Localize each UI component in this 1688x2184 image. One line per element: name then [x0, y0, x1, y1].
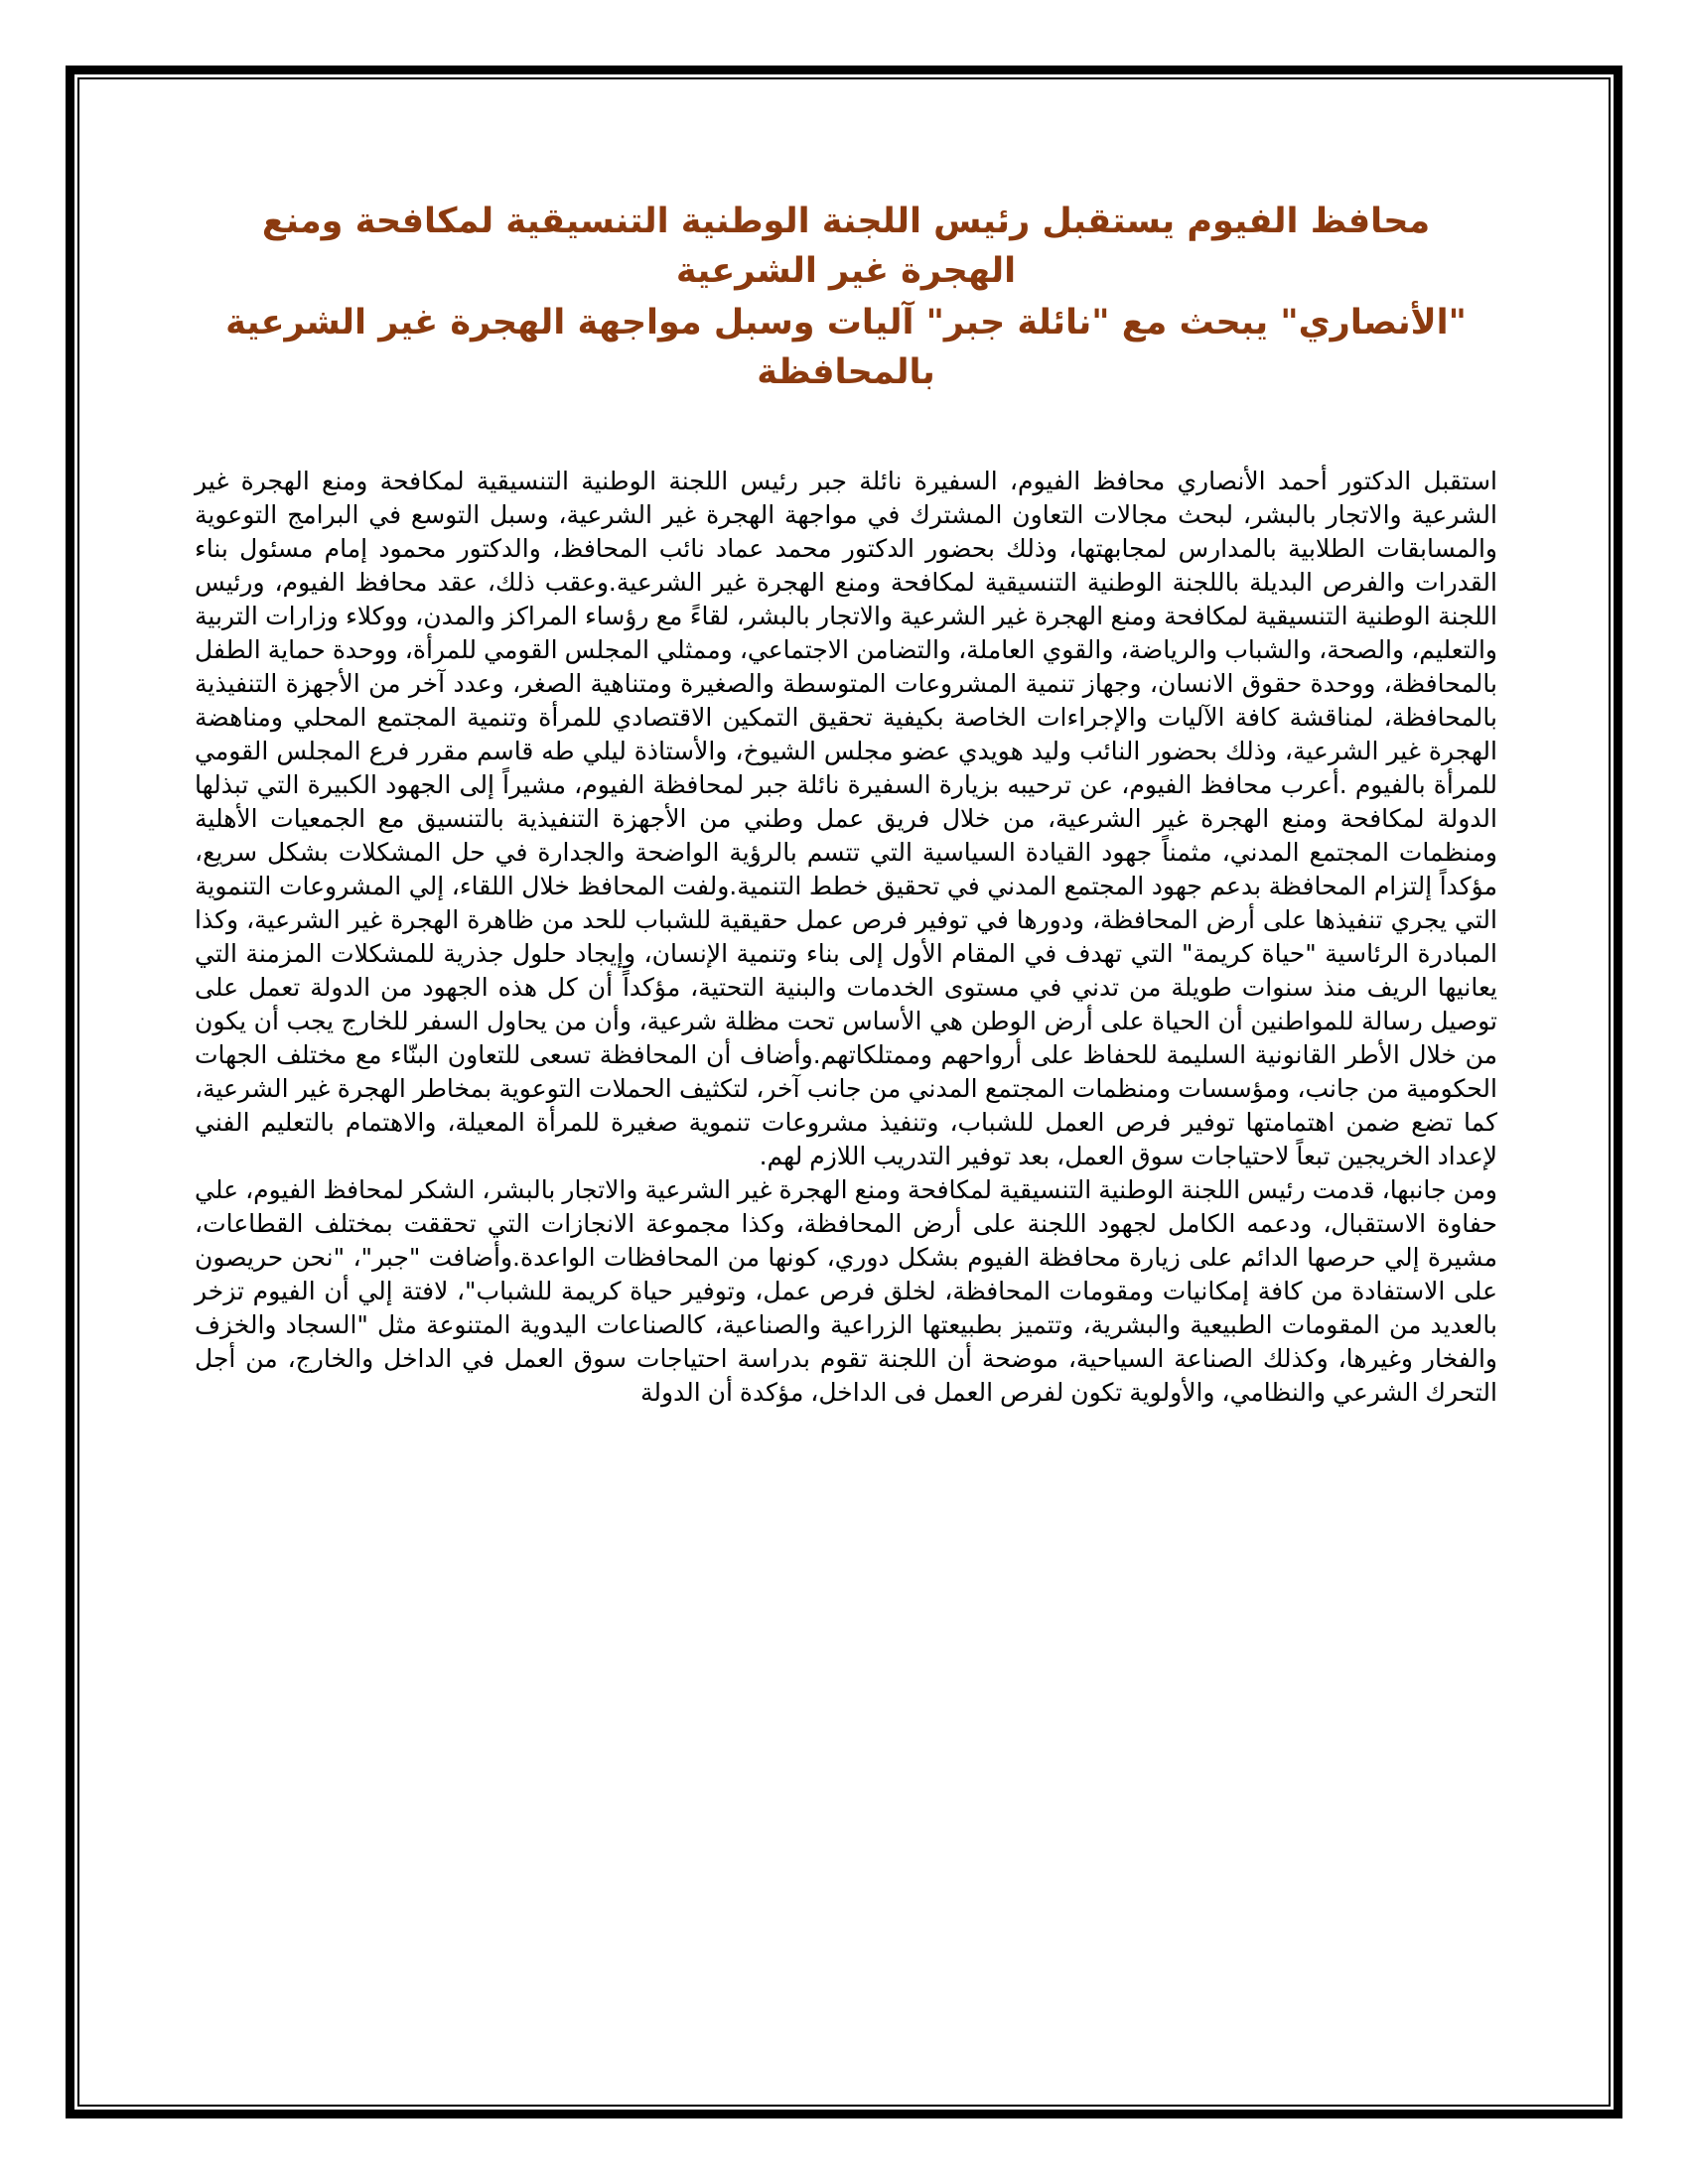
- paragraph: استقبل الدكتور أحمد الأنصاري محافظ الفيوم، السفيرة نائلة جبر رئيس اللجنة الوطنية التنسيقية لمكافحة ومنع الهجرة غير الشرعية والاتجار بالبشر، لبحث مجالات التعاون المشترك في مواجهة الهجرة غير الشرعية، وسبل التوسع في البرامج التوعوية والمسابقات الطلابية بالمدارس لمجابهتها، وذلك بحضور الدكتور محمد عماد نائب المحافظ، والدكتور محمود إمام مسئول بناء القدرات والفرص البديلة باللجنة الوطنية التنسيقية لمكافحة ومنع الهجرة غير الشرعية.وعقب ذلك، عقد محافظ الفيوم، ورئيس اللجنة الوطنية التنسيقية لمكافحة ومنع الهجرة غير الشرعية والاتجار بالبشر، لقاءً مع رؤساء المراكز والمدن، ووكلاء وزارات التربية والتعليم، والصحة، والشباب والرياضة، والقوي العاملة، والتضامن الاجتماعي، وممثلي المجلس القومي للمرأة، ووحدة حماية الطفل بالمحافظة، ووحدة حقوق الانسان، وجهاز تنمية المشروعات المتوسطة والصغيرة ومتناهية الصغر، وعدد آخر من الأجهزة التنفيذية بالمحافظة، لمناقشة كافة الآليات والإجراءات الخاصة بكيفية تحقيق التمكين الاقتصادي للمرأة وتنمية المجتمع المحلي ومناهضة الهجرة غير الشرعية، وذلك بحضور النائب وليد هويدي عضو مجلس الشيوخ، والأستاذة ليلي طه قاسم مقرر فرع المجلس القومي للمرأة بالفيوم .أعرب محافظ الفيوم، عن ترحيبه بزيارة السفيرة نائلة جبر لمحافظة الفيوم، مشيراً إلى الجهود الكبيرة التي تبذلها الدولة لمكافحة ومنع الهجرة غير الشرعية، من خلال فريق عمل وطني من الأجهزة التنفيذية بالتنسيق مع الجمعيات الأهلية ومنظمات المجتمع المدني، مثمناً جهود القيادة السياسية التي تتسم بالرؤية الواضحة والجدارة في حل المشكلات بشكل سريع، مؤكداً إلتزام المحافظة بدعم جهود المجتمع المدني في تحقيق خطط التنمية.ولفت المحافظ خلال اللقاء، إلي المشروعات التنموية التي يجري تنفيذها على أرض المحافظة، ودورها في توفير فرص عمل حقيقية للشباب للحد من ظاهرة الهجرة غير الشرعية، وكذا المبادرة الرئاسية "حياة كريمة" التي تهدف في المقام الأول إلى بناء وتنمية الإنسان، وإيجاد حلول جذرية للمشكلات المزمنة التي يعانيها الريف منذ سنوات طويلة من تدني في مستوى الخدمات والبنية التحتية، مؤكداً أن كل هذه الجهود من الدولة تعمل على توصيل رسالة للمواطنين أن الحياة على أرض الوطن هي الأساس تحت مظلة شرعية، وأن من يحاول السفر للخارج يجب أن يكون من خلال الأطر القانونية السليمة للحفاظ على أرواحهم وممتلكاتهم.وأضاف أن المحافظة تسعى للتعاون البنّاء مع مختلف الجهات الحكومية من جانب، ومؤسسات ومنظمات المجتمع المدني من جانب آخر، لتكثيف الحملات التوعوية بمخاطر الهجرة غير الشرعية، كما تضع ضمن اهتمامتها توفير فرص العمل للشباب، وتنفيذ مشروعات تنموية صغيرة للمرأة المعيلة، والاهتمام بالتعليم الفني لإعداد الخريجين تبعاً لاحتياجات سوق العمل، بعد توفير التدريب اللازم لهم.: [195, 467, 1497, 1170]
- document-content: [195, 197, 1497, 1410]
- paragraph: ومن جانبها، قدمت رئيس اللجنة الوطنية التنسيقية لمكافحة ومنع الهجرة غير الشرعية والاتجار بالبشر، الشكر لمحافظ الفيوم، علي حفاوة الاستقبال، ودعمه الكامل لجهود اللجنة على أرض المحافظة، وكذا مجموعة الانجازات التي تحققت بمختلف القطاعات، مشيرة إلي حرصها الدائم على زيارة محافظة الفيوم بشكل دوري، كونها من المحافظات الواعدة.وأضافت "جبر"، "نحن حريصون على الاستفادة من كافة إمكانيات ومقومات المحافظة، لخلق فرص عمل، وتوفير حياة كريمة للشباب"، لافتة إلي أن الفيوم تزخر بالعديد من المقومات الطبيعية والبشرية، وتتميز بطبيعتها الزراعية والصناعية، كالصناعات اليدوية المتنوعة مثل "السجاد والخزف والفخار وغيرها، وكذلك الصناعة السياحية، موضحة أن اللجنة تقوم بدراسة احتياجات سوق العمل في الداخل والخارج، من أجل التحرك الشرعي والنظامي، والأولوية تكون لفرص العمل فى الداخل، مؤكدة أن الدولة: [195, 1175, 1497, 1407]
- title-block: [215, 197, 1477, 397]
- subheadline: "الأنصاري" يبحث مع "نائلة جبر" آليات وسبل مواجهة الهجرة غير الشرعية بالمحافظة: [225, 303, 1467, 392]
- headline: محافظ الفيوم يستقبل رئيس اللجنة الوطنية التنسيقية لمكافحة ومنع الهجرة غير الشرعية: [261, 202, 1431, 291]
- article-body: [195, 465, 1497, 1410]
